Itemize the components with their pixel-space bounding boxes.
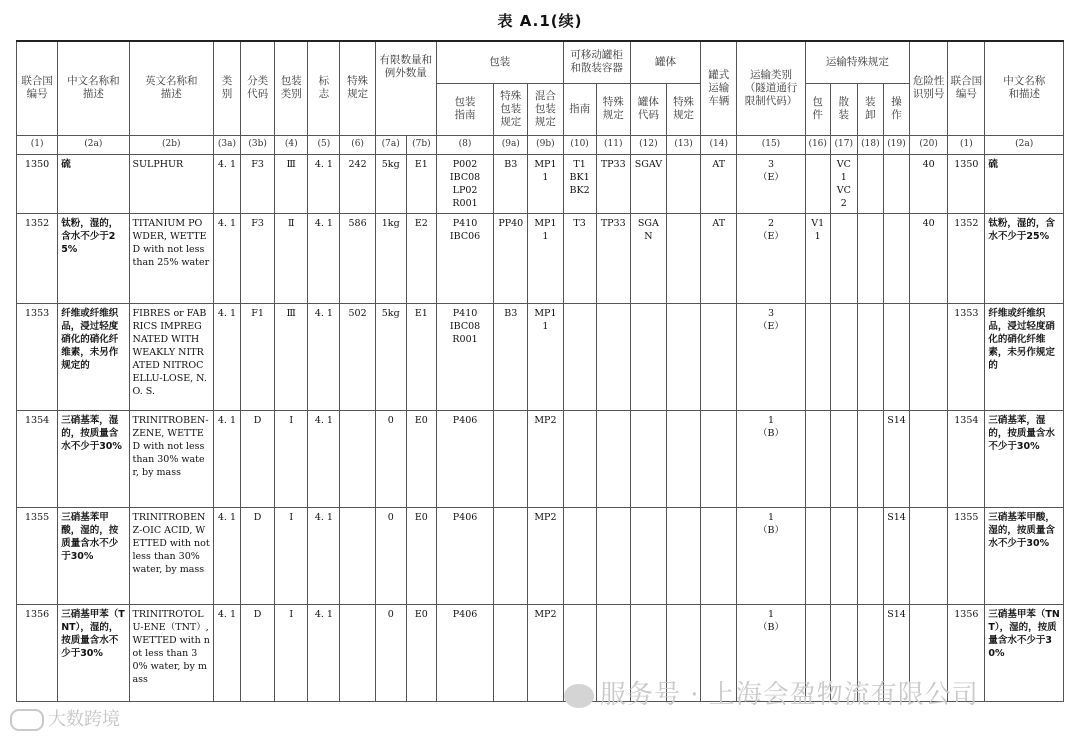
cell-packing-group: Ⅱ	[275, 213, 308, 303]
cell-special-bulk	[830, 604, 857, 701]
cell-chinese-name-right: 三硝基苯，湿的，按质量含水不少于30%	[985, 410, 1064, 507]
cell-un-number-right: 1355	[948, 507, 985, 604]
header-hazard-id: 危险性 识别号	[910, 41, 948, 135]
cell-special-packages	[805, 154, 830, 213]
cell-chinese-name-right: 硫	[985, 154, 1064, 213]
cell-labels: 4. 1	[308, 213, 340, 303]
column-number: (15)	[737, 135, 805, 154]
cell-limited-quantity: 0	[375, 604, 406, 701]
cell-special-provisions	[340, 410, 375, 507]
cell-packing-group: Ⅰ	[275, 507, 308, 604]
cell-special-provisions: 586	[340, 213, 375, 303]
cell-pt-instructions	[563, 604, 596, 701]
header-tank: 罐体	[630, 41, 700, 83]
cell-un-number: 1356	[17, 604, 58, 701]
cell-packing-instructions: P002 IBC08 LP02 R001	[436, 154, 493, 213]
header-loading: 装 卸	[857, 83, 883, 135]
header-limited-quantities: 有限数量和 例外数量	[375, 41, 436, 135]
header-tank-special: 特殊 规定	[666, 83, 700, 135]
cell-un-number-right: 1350	[948, 154, 985, 213]
cell-un-number-right: 1354	[948, 410, 985, 507]
cell-class: 4. 1	[213, 154, 240, 213]
column-number: (9b)	[528, 135, 563, 154]
cell-hazard-id: 40	[910, 213, 948, 303]
cell-labels: 4. 1	[308, 410, 340, 507]
cell-pt-instructions	[563, 410, 596, 507]
cell-un-number-right: 1356	[948, 604, 985, 701]
cell-classification-code: F1	[241, 303, 275, 410]
column-number: (1)	[948, 135, 985, 154]
cell-excepted-quantity: E0	[406, 410, 436, 507]
cell-special-operation: S14	[883, 507, 909, 604]
cell-special-provisions	[340, 604, 375, 701]
cell-transport-category: 1 （B）	[737, 507, 805, 604]
cell-transport-category: 1 （B）	[737, 410, 805, 507]
cell-english-name: TRINITROTOLU-ENE（TNT）, WETTED with not less than 30% water, by mass	[129, 604, 213, 701]
table-title: 表 A.1(续)	[497, 12, 583, 30]
table-row	[17, 154, 1064, 213]
column-number: (13)	[666, 135, 700, 154]
cell-special-provisions: 242	[340, 154, 375, 213]
cell-class: 4. 1	[213, 303, 240, 410]
cell-packing-group: Ⅲ	[275, 154, 308, 213]
cell-special-packing: B3	[494, 154, 528, 213]
cell-pt-instructions	[563, 303, 596, 410]
cell-pt-special: TP33	[596, 154, 630, 213]
cell-special-bulk	[830, 410, 857, 507]
cell-un-number: 1355	[17, 507, 58, 604]
cell-special-packages: V11	[805, 213, 830, 303]
header-pt-special: 特殊 规定	[596, 83, 630, 135]
header-packing-instructions: 包装 指南	[436, 83, 493, 135]
cell-labels: 4. 1	[308, 154, 340, 213]
cell-un-number: 1350	[17, 154, 58, 213]
cell-transport-category: 2 （E）	[737, 213, 805, 303]
cell-special-operation: S14	[883, 604, 909, 701]
cell-limited-quantity: 0	[375, 507, 406, 604]
cell-pt-special	[596, 410, 630, 507]
cell-packing-group: Ⅰ	[275, 410, 308, 507]
column-number: (16)	[805, 135, 830, 154]
cell-packing-instructions: P410 IBC06	[436, 213, 493, 303]
header-tank-vehicle: 罐式 运输 车辆	[701, 41, 737, 135]
header-packing-group: 包装 类别	[275, 41, 308, 135]
cell-special-loading	[857, 154, 883, 213]
cell-chinese-name-right: 钛粉，湿的，含水不少于25%	[985, 213, 1064, 303]
cell-classification-code: F3	[241, 213, 275, 303]
cell-special-provisions	[340, 507, 375, 604]
cell-limited-quantity: 0	[375, 410, 406, 507]
cell-classification-code: D	[241, 507, 275, 604]
header-packaging: 包装	[436, 41, 563, 83]
cell-chinese-name: 纤维或纤维织品，浸过轻度硝化的硝化纤维素，未另作规定的	[58, 303, 129, 410]
cell-chinese-name: 硫	[58, 154, 129, 213]
cell-special-operation	[883, 154, 909, 213]
cell-tank-special	[666, 410, 700, 507]
cell-english-name: TRINITROBEN-ZENE, WETTED with not less than 30% water, by mass	[129, 410, 213, 507]
cell-tank-code: SGAV	[630, 154, 666, 213]
cell-un-number-right: 1352	[948, 213, 985, 303]
brand-logo-icon	[10, 709, 44, 731]
cell-tank-vehicle	[701, 507, 737, 604]
column-number: (2b)	[129, 135, 213, 154]
cell-excepted-quantity: E1	[406, 303, 436, 410]
header-special-provisions: 特殊 规定	[340, 41, 375, 135]
header-bulk: 散 装	[830, 83, 857, 135]
cell-tank-special	[666, 213, 700, 303]
cell-hazard-id	[910, 507, 948, 604]
cell-tank-code	[630, 507, 666, 604]
cell-pt-special	[596, 303, 630, 410]
cell-tank-special	[666, 303, 700, 410]
cell-special-loading	[857, 213, 883, 303]
cell-special-packages	[805, 507, 830, 604]
header-chinese-name: 中文名称和 描述	[58, 41, 129, 135]
cell-labels: 4. 1	[308, 507, 340, 604]
cell-special-packing: B3	[494, 303, 528, 410]
cell-pt-instructions: T3	[563, 213, 596, 303]
header-class: 类 别	[213, 41, 240, 135]
column-number: (7a)	[375, 135, 406, 154]
cell-packing-instructions: P410 IBC08 R001	[436, 303, 493, 410]
cell-transport-category: 3 （E）	[737, 154, 805, 213]
cell-tank-special	[666, 604, 700, 701]
header-pt-instructions: 指南	[563, 83, 596, 135]
table-body	[17, 154, 1064, 701]
cell-mixed-packing: MP11	[528, 213, 563, 303]
table-row	[17, 303, 1064, 410]
header-tank-code: 罐体 代码	[630, 83, 666, 135]
cell-pt-instructions: T1 BK1 BK2	[563, 154, 596, 213]
cell-packing-instructions: P406	[436, 507, 493, 604]
cell-class: 4. 1	[213, 604, 240, 701]
cell-english-name: TITANIUM POWDER, WETTED with not less than 25% water	[129, 213, 213, 303]
cell-pt-special	[596, 604, 630, 701]
cell-chinese-name: 钛粉，湿的，含水不少于25%	[58, 213, 129, 303]
cell-mixed-packing: MP2	[528, 507, 563, 604]
cell-tank-vehicle	[701, 410, 737, 507]
cell-special-operation	[883, 213, 909, 303]
cell-hazard-id: 40	[910, 154, 948, 213]
cell-tank-code	[630, 410, 666, 507]
cell-tank-code	[630, 303, 666, 410]
cell-excepted-quantity: E2	[406, 213, 436, 303]
header-portable-tanks: 可移动罐柜 和散装容器	[563, 41, 630, 83]
table-row	[17, 604, 1064, 701]
cell-tank-code	[630, 604, 666, 701]
column-number: (20)	[910, 135, 948, 154]
cell-special-packing	[494, 410, 528, 507]
cell-excepted-quantity: E0	[406, 507, 436, 604]
cell-class: 4. 1	[213, 213, 240, 303]
cell-un-number-right: 1353	[948, 303, 985, 410]
cell-transport-category: 1 （B）	[737, 604, 805, 701]
cell-pt-special: TP33	[596, 213, 630, 303]
brand-watermark	[10, 705, 120, 731]
cell-special-operation	[883, 303, 909, 410]
header-chinese-name-right: 中文名称 和描述	[985, 41, 1064, 135]
cell-special-packing	[494, 604, 528, 701]
cell-hazard-id	[910, 604, 948, 701]
cell-packing-group: Ⅲ	[275, 303, 308, 410]
column-number: (18)	[857, 135, 883, 154]
cell-limited-quantity: 5kg	[375, 303, 406, 410]
column-number: (12)	[630, 135, 666, 154]
column-number: (2a)	[58, 135, 129, 154]
cell-chinese-name: 三硝基苯，湿的，按质量含水不少于30%	[58, 410, 129, 507]
watermark-brand-text: 大数跨境	[48, 709, 120, 730]
header-transport-category: 运输类别 （隧道通行 限制代码）	[737, 41, 805, 135]
column-number: (6)	[340, 135, 375, 154]
cell-packing-instructions: P406	[436, 410, 493, 507]
cell-special-bulk: VC1 VC2	[830, 154, 857, 213]
cell-class: 4. 1	[213, 410, 240, 507]
header-english-name: 英文名称和 描述	[129, 41, 213, 135]
cell-un-number: 1353	[17, 303, 58, 410]
column-number: (8)	[436, 135, 493, 154]
cell-mixed-packing: MP11	[528, 303, 563, 410]
column-number: (7b)	[406, 135, 436, 154]
column-number: (14)	[701, 135, 737, 154]
cell-classification-code: D	[241, 410, 275, 507]
cell-un-number: 1354	[17, 410, 58, 507]
column-number: (17)	[830, 135, 857, 154]
cell-chinese-name-right: 三硝基甲苯（TNT），湿的，按质量含水不少于30%	[985, 604, 1064, 701]
cell-english-name: SULPHUR	[129, 154, 213, 213]
header-special-packing: 特殊 包装 规定	[494, 83, 528, 135]
table-row	[17, 213, 1064, 303]
cell-tank-special	[666, 507, 700, 604]
header-operation: 操 作	[883, 83, 909, 135]
cell-chinese-name-right: 纤维或纤维织品，浸过轻度硝化的硝化纤维素，未另作规定的	[985, 303, 1064, 410]
column-number: (4)	[275, 135, 308, 154]
cell-chinese-name: 三硝基苯甲酸，湿的，按质量含水不少于30%	[58, 507, 129, 604]
cell-un-number: 1352	[17, 213, 58, 303]
column-number: (3b)	[241, 135, 275, 154]
cell-mixed-packing: MP11	[528, 154, 563, 213]
cell-special-packages	[805, 604, 830, 701]
cell-special-loading	[857, 604, 883, 701]
cell-special-loading	[857, 303, 883, 410]
table-row	[17, 410, 1064, 507]
cell-special-loading	[857, 507, 883, 604]
cell-pt-instructions	[563, 507, 596, 604]
cell-excepted-quantity: E0	[406, 604, 436, 701]
cell-tank-code: SGAN	[630, 213, 666, 303]
cell-tank-vehicle: AT	[701, 213, 737, 303]
cell-classification-code: F3	[241, 154, 275, 213]
header-packages: 包 件	[805, 83, 830, 135]
cell-chinese-name-right: 三硝基苯甲酸，湿的，按质量含水不少于30%	[985, 507, 1064, 604]
cell-tank-vehicle	[701, 303, 737, 410]
watermark-text: 服务号 · 上海会盈物流有限公司	[600, 680, 979, 710]
column-number: (3a)	[213, 135, 240, 154]
cell-classification-code: D	[241, 604, 275, 701]
column-number: (1)	[17, 135, 58, 154]
cell-tank-vehicle	[701, 604, 737, 701]
cell-transport-category: 3 （E）	[737, 303, 805, 410]
cell-labels: 4. 1	[308, 604, 340, 701]
cell-mixed-packing: MP2	[528, 604, 563, 701]
column-number: (5)	[308, 135, 340, 154]
column-number: (2a)	[985, 135, 1064, 154]
column-number: (19)	[883, 135, 909, 154]
cell-chinese-name: 三硝基甲苯（TNT），湿的，按质量含水不少于30%	[58, 604, 129, 701]
cell-special-bulk	[830, 213, 857, 303]
column-number: (10)	[563, 135, 596, 154]
cell-mixed-packing: MP2	[528, 410, 563, 507]
column-number-row	[17, 135, 1064, 154]
header-labels: 标 志	[308, 41, 340, 135]
cell-special-packing: PP40	[494, 213, 528, 303]
cell-hazard-id	[910, 303, 948, 410]
cell-excepted-quantity: E1	[406, 154, 436, 213]
column-number: (11)	[596, 135, 630, 154]
column-number: (9a)	[494, 135, 528, 154]
cell-limited-quantity: 5kg	[375, 154, 406, 213]
cell-english-name: TRINITROBENZ-OIC ACID, WETTED with not less than 30% water, by mass	[129, 507, 213, 604]
dangerous-goods-table	[16, 40, 1064, 702]
cell-special-operation: S14	[883, 410, 909, 507]
header-un-number: 联合国 编号	[17, 41, 58, 135]
cell-english-name: FIBRES or FABRICS IMPREGNATED WITH WEAKLY NITRATED NITROCELLU-LOSE, N. O. S.	[129, 303, 213, 410]
table-row	[17, 507, 1064, 604]
header-classification-code: 分类 代码	[241, 41, 275, 135]
cell-packing-instructions: P406	[436, 604, 493, 701]
header-un-number-right: 联合国 编号	[948, 41, 985, 135]
cell-special-bulk	[830, 507, 857, 604]
header-mixed-packing: 混合 包装 规定	[528, 83, 563, 135]
cell-tank-special	[666, 154, 700, 213]
cell-packing-group: Ⅰ	[275, 604, 308, 701]
cell-class: 4. 1	[213, 507, 240, 604]
cell-hazard-id	[910, 410, 948, 507]
cell-special-loading	[857, 410, 883, 507]
cell-labels: 4. 1	[308, 303, 340, 410]
header-special-transport: 运输特殊规定	[805, 41, 909, 83]
cell-tank-vehicle: AT	[701, 154, 737, 213]
cell-special-provisions: 502	[340, 303, 375, 410]
cell-special-packages	[805, 410, 830, 507]
cell-special-packages	[805, 303, 830, 410]
cell-pt-special	[596, 507, 630, 604]
cell-special-packing	[494, 507, 528, 604]
cell-special-bulk	[830, 303, 857, 410]
cell-limited-quantity: 1kg	[375, 213, 406, 303]
